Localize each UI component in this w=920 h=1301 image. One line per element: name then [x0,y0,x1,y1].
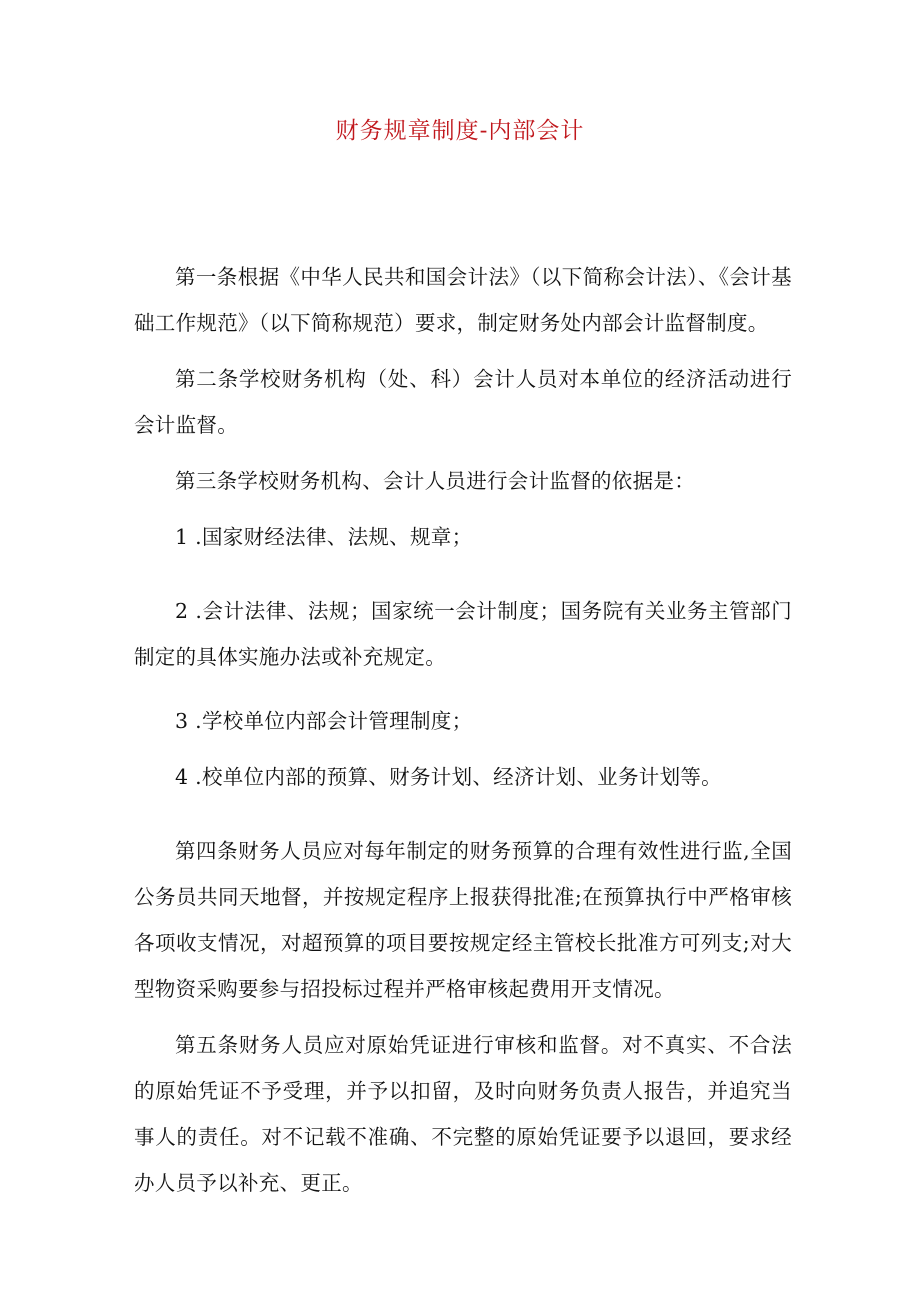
list-item-4: 4 .校单位内部的预算、财务计划、经济计划、业务计划等。 [175,765,722,789]
list-item-3: 3 .学校单位内部会计管理制度； [175,709,473,733]
article-4: 第四条财务人员应对每年制定的财务预算的合理有效性进行监,全国公务员共同天地督，并按规定程序上报获得批准;在预算执行中严格审核各项收支情况，对超预算的项目要按规定经主管校长批准方可列支;对大型物资采购要参与招投标过程并严格审核起费用开支情况。 [134,839,792,1001]
list-item-2: 2 .会计法律、法规；国家统一会计制度；国务院有关业务主管部门制定的具体实施办法或补充规定。 [134,599,792,669]
article-1: 第一条根据《中华人民共和国会计法》（以下简称会计法）、《会计基础工作规范》（以下简称规范）要求，制定财务处内部会计监督制度。 [134,265,792,335]
article-2: 第二条学校财务机构（处、科）会计人员对本单位的经济活动进行会计监督。 [134,367,792,437]
article-3: 第三条学校财务机构、会计人员进行会计监督的依据是： [175,469,695,493]
list-item-1: 1 .国家财经法律、法规、规章； [175,525,473,549]
document-title: 财务规章制度-内部会计 [335,118,585,144]
article-5: 第五条财务人员应对原始凭证进行审核和监督。对不真实、不合法的原始凭证不予受理，并予以扣留，及时向财务负责人报告，并追究当事人的责任。对不记载不准确、不完整的原始凭证要予以退回，要求经办人员予以补充、更正。 [134,1033,792,1195]
document-body [134,254,792,1206]
